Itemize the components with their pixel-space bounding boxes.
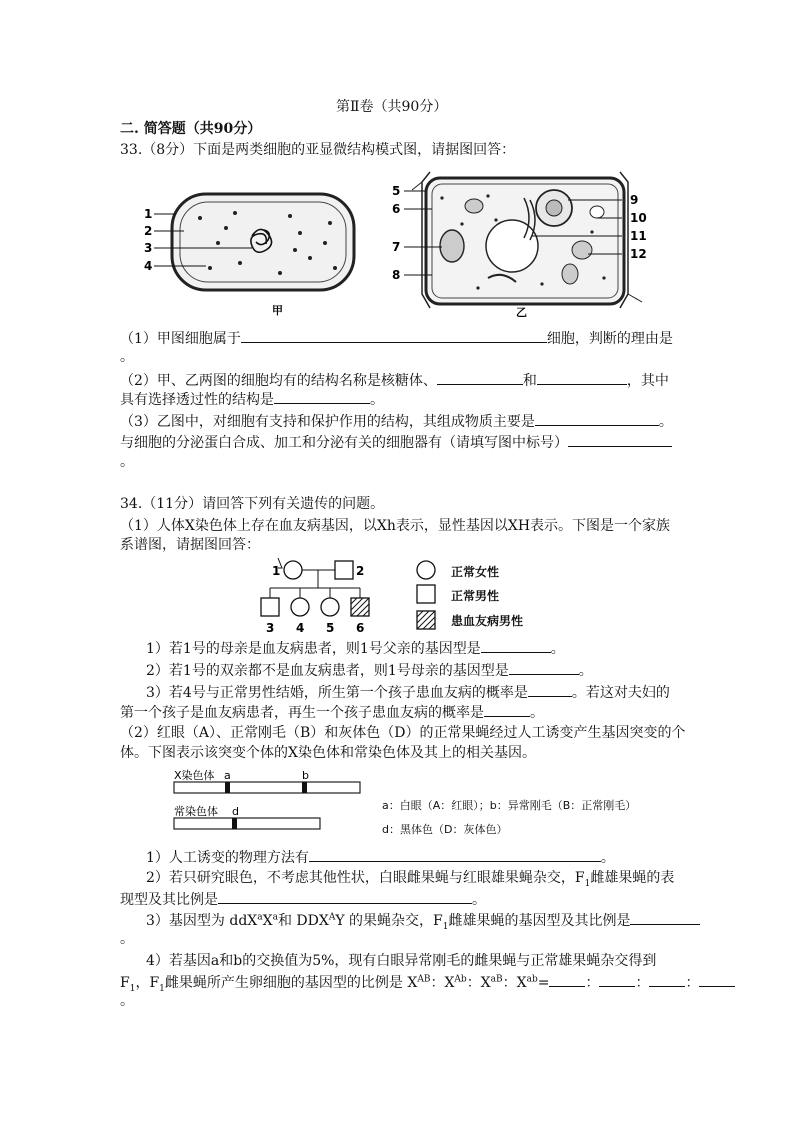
text: （2）甲、乙两图的细胞均有的结构名称是核糖体、 (120, 373, 437, 389)
sub: 1 (442, 921, 449, 932)
sup: AB (417, 974, 431, 985)
label-6: 6 (392, 202, 401, 216)
q34-t1 (146, 847, 615, 867)
text: 2）若只研究眼色，不考虑其他性状，白眼雌果蝇与红眼雄果蝇杂交，F (146, 870, 585, 886)
text: = (537, 975, 550, 991)
text: 雌雄果蝇的基因型及其比例是 (448, 913, 631, 929)
sup: a (272, 912, 278, 923)
answer-blank-2[interactable] (437, 370, 523, 385)
text: ： (635, 975, 650, 991)
text: 1）人工诱变的物理方法有 (146, 850, 309, 866)
q34-t2 (146, 869, 674, 887)
text: 现型及其比例是 (120, 892, 218, 908)
q33-line1-end: 。 (120, 349, 134, 365)
text: Y 的果蝇杂交，F (335, 913, 443, 929)
ped-3: 3 (266, 621, 275, 635)
text: 。若这对夫妇的 (571, 685, 670, 701)
text: 和 (522, 373, 537, 389)
q34-t4: 4）若基因a和b的交换值为5%，现有白眼异常刚毛的雌果蝇与正常雄果蝇杂交得到 (146, 953, 657, 969)
q34-p1b: 系谱图，请据图回答： (120, 537, 260, 553)
label-1: 1 (144, 207, 153, 221)
text: 第一个孩子是血友病患者，再生一个孩子患血友病的概率是 (120, 705, 484, 721)
answer-blank-7[interactable] (481, 638, 551, 653)
q34-p2a: （2）红眼（A）、正常刚毛（B）和灰体色（D）的正常果蝇经过人工诱变产生基因突变的个 (120, 725, 686, 741)
text: 1）若1号的母亲是血友病患者，则1号父亲的基因型是 (146, 641, 481, 657)
label-9: 9 (630, 193, 639, 207)
sub: 1 (129, 983, 136, 994)
sup: aB (490, 974, 503, 985)
text: ：X (430, 975, 455, 991)
q33-line1 (120, 328, 673, 348)
q34-s3 (146, 682, 670, 702)
text: ：X (466, 975, 491, 991)
cell-jia-figure (140, 188, 360, 318)
answer-blank-13[interactable] (630, 910, 700, 925)
text: 与细胞的分泌蛋白合成、加工和分泌有关的细胞器有（请填写图中标号） (120, 435, 568, 451)
chromosome-diagram (168, 766, 368, 838)
q34-t3-end: 。 (120, 931, 134, 947)
sup: A (328, 912, 336, 923)
label-7: 7 (392, 240, 401, 254)
answer-blank-17[interactable] (699, 972, 735, 987)
q34-t3 (146, 910, 700, 930)
ped-4: 4 (296, 621, 305, 635)
text: ： (585, 975, 600, 991)
legend-affected-male: 患血友病男性 (451, 614, 524, 628)
text: 。 (472, 892, 486, 908)
cell-yi-figure (392, 168, 662, 320)
label-10: 10 (630, 211, 647, 225)
gene-a-label: a (224, 769, 231, 782)
answer-blank-1[interactable] (241, 328, 547, 343)
text: X (262, 913, 273, 929)
text: 细胞，判断的理由是 (546, 331, 673, 347)
q34-s1 (146, 638, 565, 658)
text: 。 (530, 705, 544, 721)
text: 。 (600, 850, 615, 866)
text: 。 (578, 663, 593, 679)
text: 2）若1号的双亲都不是血友病患者，则1号母亲的基因型是 (146, 663, 509, 679)
q34-p2b: 体。下图表示该突变个体的X染色体和常染色体及其上的相关基因。 (120, 745, 536, 761)
label-8: 8 (392, 268, 401, 282)
ped-1: 1 (272, 564, 281, 578)
text: 和 DDX (277, 913, 329, 929)
q34-t4b (120, 972, 735, 992)
text: ：X (502, 975, 527, 991)
gene-d-label: d (232, 805, 239, 818)
answer-blank-8[interactable] (509, 660, 579, 675)
section-title: 二. 简答题（共90分） (120, 121, 262, 137)
caption-jia: 甲 (272, 304, 283, 317)
q34-intro: 34.（11分）请回答下列有关遗传的问题。 (120, 496, 385, 512)
text: 3）基因型为 ddX (146, 913, 258, 929)
text: 3）若4号与正常男性结婚，所生第一个孩子患血友病的概率是 (146, 685, 528, 701)
text: （1）甲图细胞属于 (120, 331, 241, 347)
answer-blank-5[interactable] (535, 411, 659, 426)
answer-blank-16[interactable] (649, 972, 685, 987)
label-12: 12 (630, 247, 647, 261)
q33-intro: 33.（8分）下面是两类细胞的亚显微结构模式图，请据图回答： (120, 142, 516, 158)
answer-blank-10[interactable] (484, 702, 530, 717)
text: ： (685, 975, 700, 991)
legend-normal-female: 正常女性 (451, 565, 500, 579)
label-3: 3 (144, 241, 153, 255)
sub: 1 (159, 983, 165, 994)
answer-blank-15[interactable] (599, 972, 635, 987)
q34-t2b (120, 889, 486, 909)
pedigree-legend-symbols (414, 560, 438, 632)
q33-line3-end: 。 (120, 454, 134, 470)
ped-5: 5 (326, 621, 335, 635)
sub: 1 (584, 878, 591, 889)
q33-line3b (120, 432, 672, 452)
legend-normal-male: 正常男性 (451, 589, 500, 603)
text: 雌果蝇所产生卵细胞的基因型的比例是 X (164, 975, 418, 991)
q34-s2 (146, 660, 593, 680)
text: （3）乙图中，对细胞有支持和保护作用的结构，其组成物质主要是 (120, 414, 535, 430)
gene-note-1: a：白眼（A：红眼）；b：异常刚毛（B：正常刚毛） (382, 799, 637, 812)
label-5: 5 (392, 184, 401, 198)
sup: ab (526, 974, 538, 985)
answer-blank-6[interactable] (568, 432, 672, 447)
pedigree-chart (258, 554, 378, 636)
answer-blank-3[interactable] (537, 370, 627, 385)
text: 。 (550, 641, 565, 657)
ped-2: 2 (356, 564, 365, 578)
text: ，F (135, 975, 160, 991)
q33-line3 (120, 411, 673, 431)
text: 具有选择透过性的结构是 (120, 392, 274, 408)
x-chromosome-label: X染色体 (174, 769, 215, 782)
q34-p1a: （1）人体X染色体上存在血友病基因，以Xh表示，显性基因以XH表示。下图是一个家族 (120, 518, 671, 534)
sup: Ab (454, 974, 467, 985)
answer-blank-9[interactable] (528, 682, 572, 697)
text: 雌雄果蝇的表 (590, 870, 675, 886)
text: 。 (658, 414, 673, 430)
answer-blank-4[interactable] (274, 389, 370, 404)
label-4: 4 (144, 259, 153, 273)
q34-t4-end: 。 (120, 993, 134, 1009)
label-2: 2 (144, 224, 153, 238)
text: F (120, 975, 130, 991)
caption-yi: 乙 (516, 306, 527, 319)
q33-line2 (120, 370, 669, 390)
q34-s3b (120, 702, 544, 722)
q33-line2b (120, 389, 384, 409)
text: ，其中 (626, 373, 669, 389)
answer-blank-14[interactable] (549, 972, 585, 987)
answer-blank-12[interactable] (218, 889, 472, 904)
gene-note-2: d：黑体色（D：灰体色） (382, 823, 508, 836)
answer-blank-11[interactable] (309, 847, 601, 862)
ped-6: 6 (356, 621, 365, 635)
text: 。 (370, 392, 384, 408)
part-title: 第Ⅱ卷（共90分） (336, 99, 448, 115)
gene-b-label: b (302, 769, 309, 782)
label-11: 11 (630, 229, 647, 243)
sup: a (257, 912, 263, 923)
autosome-label: 常染色体 (174, 805, 218, 818)
